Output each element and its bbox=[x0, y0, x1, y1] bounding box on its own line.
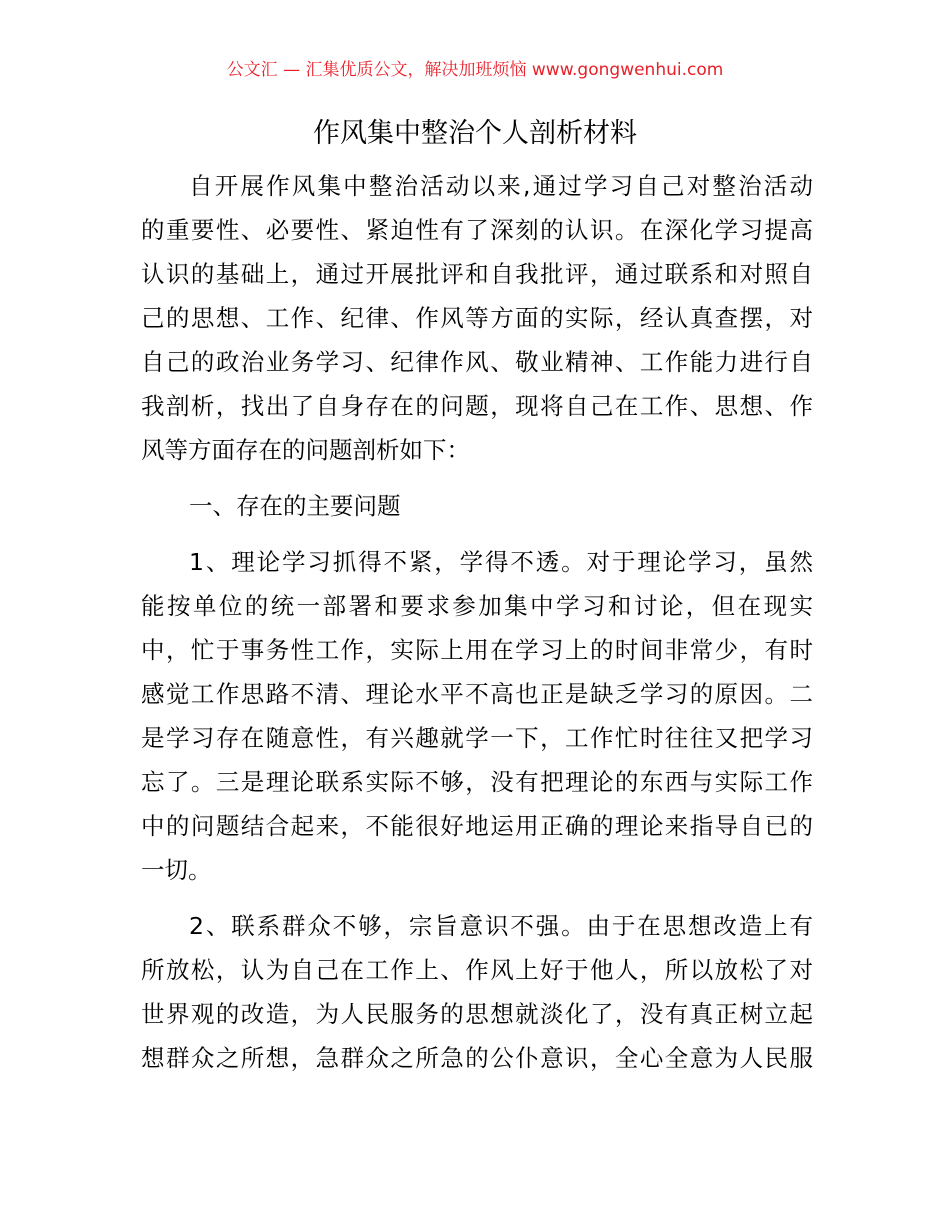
paragraph-line: 世界观的改造，为人民服务的思想就淡化了，没有真正树立起 bbox=[141, 1000, 813, 1028]
site-banner: 公文汇 — 汇集优质公文，解决加班烦恼 www.gongwenhui.com bbox=[226, 60, 724, 80]
paragraph-line: 中，忙于事务性工作，实际上用在学习上的时间非常少，有时 bbox=[141, 636, 813, 664]
paragraph-line: 1、理论学习抓得不紧，学得不透。对于理论学习，虽然 bbox=[189, 548, 813, 576]
paragraph-line: 是学习存在随意性，有兴趣就学一下，工作忙时往往又把学习 bbox=[141, 724, 813, 752]
paragraph-line: 所放松，认为自己在工作上、作风上好于他人，所以放松了对 bbox=[141, 956, 813, 984]
paragraph-line: 想群众之所想，急群众之所急的公仆意识，全心全意为人民服 bbox=[141, 1044, 813, 1072]
paragraph-line: 能按单位的统一部署和要求参加集中学习和讨论，但在现实 bbox=[141, 592, 813, 620]
paragraph-line: 我剖析，找出了自身存在的问题，现将自己在工作、思想、作 bbox=[141, 392, 813, 420]
paragraph-line: 一切。 bbox=[141, 856, 212, 884]
paragraph-line: 感觉工作思路不清、理论水平不高也正是缺乏学习的原因。二 bbox=[141, 680, 813, 708]
paragraph-line: 风等方面存在的问题剖析如下： bbox=[141, 436, 470, 464]
paragraph-line: 自开展作风集中整治活动以来,通过学习自己对整治活动 bbox=[189, 172, 813, 200]
section-heading: 一、存在的主要问题 bbox=[189, 492, 401, 520]
paragraph-line: 2、联系群众不够，宗旨意识不强。由于在思想改造上有 bbox=[189, 912, 813, 940]
paragraph-line: 的重要性、必要性、紧迫性有了深刻的认识。在深化学习提高 bbox=[141, 216, 813, 244]
paragraph-line: 中的问题结合起来，不能很好地运用正确的理论来指导自已的 bbox=[141, 812, 813, 840]
paragraph-line: 忘了。三是理论联系实际不够，没有把理论的东西与实际工作 bbox=[141, 768, 813, 796]
paragraph-line: 认识的基础上，通过开展批评和自我批评，通过联系和对照自 bbox=[141, 260, 813, 288]
paragraph-line: 自己的政治业务学习、纪律作风、敬业精神、工作能力进行自 bbox=[141, 348, 813, 376]
paragraph-line: 己的思想、工作、纪律、作风等方面的实际，经认真查摆，对 bbox=[141, 304, 813, 332]
document-title: 作风集中整治个人剖析材料 bbox=[313, 118, 637, 149]
